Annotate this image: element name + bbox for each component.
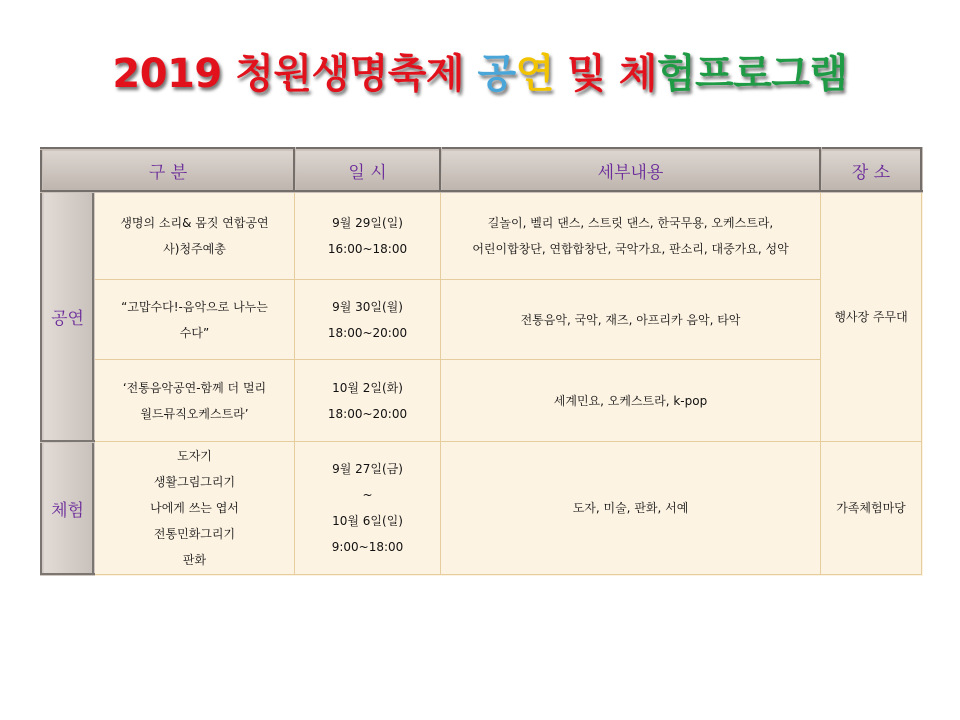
title-and: 및: [553, 51, 619, 97]
title-exp-2: 험프로그램: [656, 51, 848, 97]
time-text: 18:00~20:00: [327, 406, 408, 421]
program-line: 월드뮤직오케스트라’: [140, 406, 249, 421]
program-cell: [94, 360, 295, 442]
date-text: 10월 2일(화): [332, 380, 403, 395]
program-line: 나에게 쓰는 엽서: [150, 501, 239, 515]
header-category: 구 분: [42, 149, 295, 192]
datetime-cell: [295, 192, 441, 280]
time-text: 16:00~18:00: [327, 242, 408, 256]
program-line: ‘전통음악공연-함께 더 멀리: [122, 380, 267, 395]
program-line: 생활그림그리기: [153, 475, 236, 489]
program-line: 수다”: [179, 325, 210, 340]
time-text: 9:00~18:00: [331, 540, 404, 554]
program-line: “고맙수다!-음악으로 나누는: [121, 299, 268, 314]
datetime-cell: [295, 442, 441, 575]
date-text: 9월 27일(금): [332, 462, 403, 476]
program-cell: [94, 280, 295, 360]
date-end-text: 10월 6일(일): [332, 514, 403, 528]
program-line: 생명의 소리& 몸짓 연합공연: [120, 216, 269, 230]
title-festival: 청원생명축제: [235, 51, 478, 97]
table-header-row: [42, 149, 922, 192]
datetime-cell: [295, 280, 441, 360]
program-line: 전통민화그리기: [153, 527, 236, 541]
program-cell: [94, 442, 295, 575]
details-cell: 도자, 미술, 판화, 서예: [441, 442, 821, 575]
details-cell: 세계민요, 오케스트라, k-pop: [441, 360, 821, 442]
details-line: 어린이합창단, 연합합창단, 국악가요, 판소리, 대중가요, 성악: [472, 242, 789, 256]
datetime-cell: [295, 360, 441, 442]
time-text: 18:00~20:00: [327, 325, 408, 340]
venue-performance: 행사장 주무대: [821, 192, 922, 442]
title-perf-2: 연: [515, 51, 554, 97]
schedule-table: [40, 147, 923, 576]
date-text: 9월 30일(월): [332, 299, 403, 314]
title-year: 2019: [112, 51, 236, 97]
details-cell: [441, 192, 821, 280]
program-line: 판화: [182, 553, 207, 567]
header-venue: 장 소: [821, 149, 922, 192]
table-row: [42, 280, 922, 360]
group-performance: 공연: [42, 192, 94, 442]
date-text: 9월 29일(일): [332, 216, 403, 230]
page-title: [0, 46, 960, 102]
venue-experience: 가족체험마당: [821, 442, 922, 575]
program-cell: [94, 192, 295, 280]
tilde-text: ~: [362, 488, 373, 502]
title-perf-1: 공: [477, 51, 516, 97]
title-exp-1: 체: [618, 51, 657, 97]
program-line: 사)청주예총: [163, 242, 226, 256]
program-line: 도자기: [177, 449, 212, 463]
header-datetime: 일 시: [295, 149, 441, 192]
table-row: [42, 442, 922, 575]
group-experience: 체험: [42, 442, 94, 575]
details-cell: 전통음악, 국악, 재즈, 아프리카 음악, 타악: [441, 280, 821, 360]
details-line: 길놀이, 벨리 댄스, 스트릿 댄스, 한국무용, 오케스트라,: [487, 216, 774, 230]
table-row: [42, 360, 922, 442]
header-details: 세부내용: [441, 149, 821, 192]
table-row: [42, 192, 922, 280]
